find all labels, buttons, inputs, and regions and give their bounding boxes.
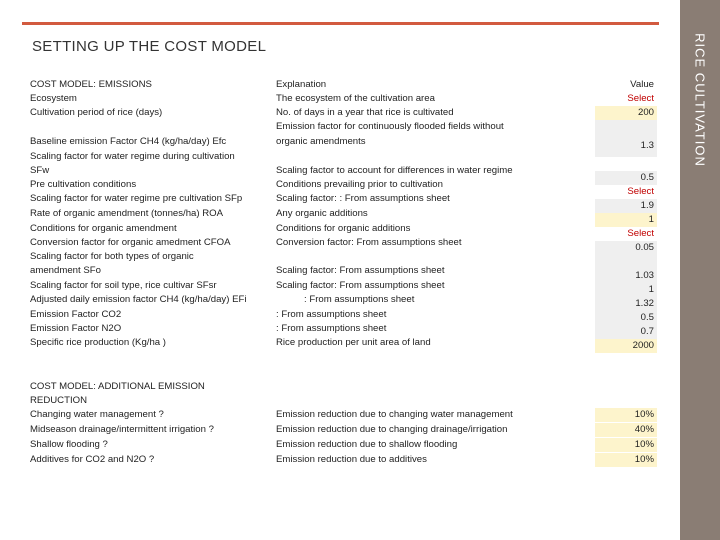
value-sfsr: 1 — [595, 283, 657, 297]
table-row: Emission Factor CO2 : From assumptions sheet — [30, 309, 387, 320]
value-rice-production[interactable]: 2000 — [595, 339, 657, 353]
additional-header-row — [30, 380, 657, 394]
value-cultivation-period[interactable]: 200 — [595, 106, 657, 120]
value-header: Value — [630, 79, 654, 90]
table-row: Additives for CO2 and N2O ? Emission reduction due to additives — [30, 454, 427, 465]
table-row: Pre cultivation conditions Conditions prevailing prior to cultivation — [30, 179, 443, 190]
value-cfoa: 0.05 — [595, 241, 657, 255]
table-row: Emission Factor N2O : From assumptions sheet — [30, 323, 387, 334]
table-row: Conversion factor for organic amedment CFOA Conversion factor: From assumptions sheet — [30, 237, 462, 248]
table-row: Scaling factor for soil type, rice cultivar SFsr Scaling factor: From assumptions sheet — [30, 280, 445, 291]
table-row: Baseline emission Factor CH4 (kg/ha/day) Efc organic amendments — [30, 136, 366, 147]
value-efi: 1.32 — [595, 297, 657, 311]
table-row: Adjusted daily emission factor CH4 (kg/ha/day) EFi : From assumptions sheet — [30, 294, 415, 305]
table-row: Conditions for organic amendment Conditions for organic additions — [30, 223, 411, 234]
value-additives[interactable]: 10% — [595, 453, 657, 467]
value-ef-co2: 0.5 — [595, 311, 657, 325]
value-precultivation-select[interactable]: Select — [627, 186, 654, 197]
additional-header: COST MODEL: ADDITIONAL EMISSION — [30, 381, 205, 392]
table-row: Ecosystem The ecosystem of the cultivation area — [30, 93, 435, 104]
table-row: Rate of organic amendment (tonnes/ha) ROA Any organic additions — [30, 208, 368, 219]
value-organic-select[interactable]: Select — [627, 228, 654, 239]
value-ef-n2o: 0.7 — [595, 325, 657, 339]
value-changing-water[interactable]: 10% — [595, 408, 657, 422]
table-row: Changing water management ? Emission reduction due to changing water management — [30, 409, 513, 420]
table-row: Midseason drainage/intermittent irrigation ? Emission reduction due to changing drainage/irrigation — [30, 424, 508, 435]
table-row: Scaling factor for water regime during cultivation — [30, 151, 235, 162]
value-shallow-flooding[interactable]: 10% — [595, 438, 657, 452]
table-row: Scaling factor for water regime pre cultivation SFp Scaling factor: : From assumptions sheet — [30, 193, 450, 204]
table-row: Specific rice production (Kg/ha ) Rice production per unit area of land — [30, 337, 431, 348]
value-roa[interactable]: 1 — [595, 213, 657, 227]
emissions-header: COST MODEL: EMISSIONS — [30, 79, 152, 90]
value-baseline-efc: 1.3 — [595, 120, 657, 157]
sidebar-title: RICE CULTIVATION — [692, 33, 708, 167]
value-midseason-drainage[interactable]: 40% — [595, 423, 657, 437]
emissions-header-row — [30, 78, 657, 92]
table-row: Emission factor for continuously flooded fields without — [276, 121, 504, 132]
value-ecosystem-select[interactable]: Select — [627, 93, 654, 104]
value-sfw: 0.5 — [595, 171, 657, 185]
title-accent-line — [22, 22, 659, 25]
page-title: SETTING UP THE COST MODEL — [32, 38, 267, 55]
sidebar — [680, 0, 720, 540]
table-row: SFw Scaling factor to account for differences in water regime — [30, 165, 513, 176]
explanation-header: Explanation — [276, 79, 327, 90]
table-row: Scaling factor for both types of organic — [30, 251, 194, 262]
value-sfo: 1.03 — [595, 255, 657, 283]
additional-header-row: REDUCTION — [30, 395, 88, 406]
table-row: amendment SFo Scaling factor: From assumptions sheet — [30, 265, 445, 276]
table-row: Cultivation period of rice (days) No. of days in a year that rice is cultivated — [30, 107, 454, 118]
value-sfp: 1.9 — [595, 199, 657, 213]
table-row: Shallow flooding ? Emission reduction due to shallow flooding — [30, 439, 458, 450]
